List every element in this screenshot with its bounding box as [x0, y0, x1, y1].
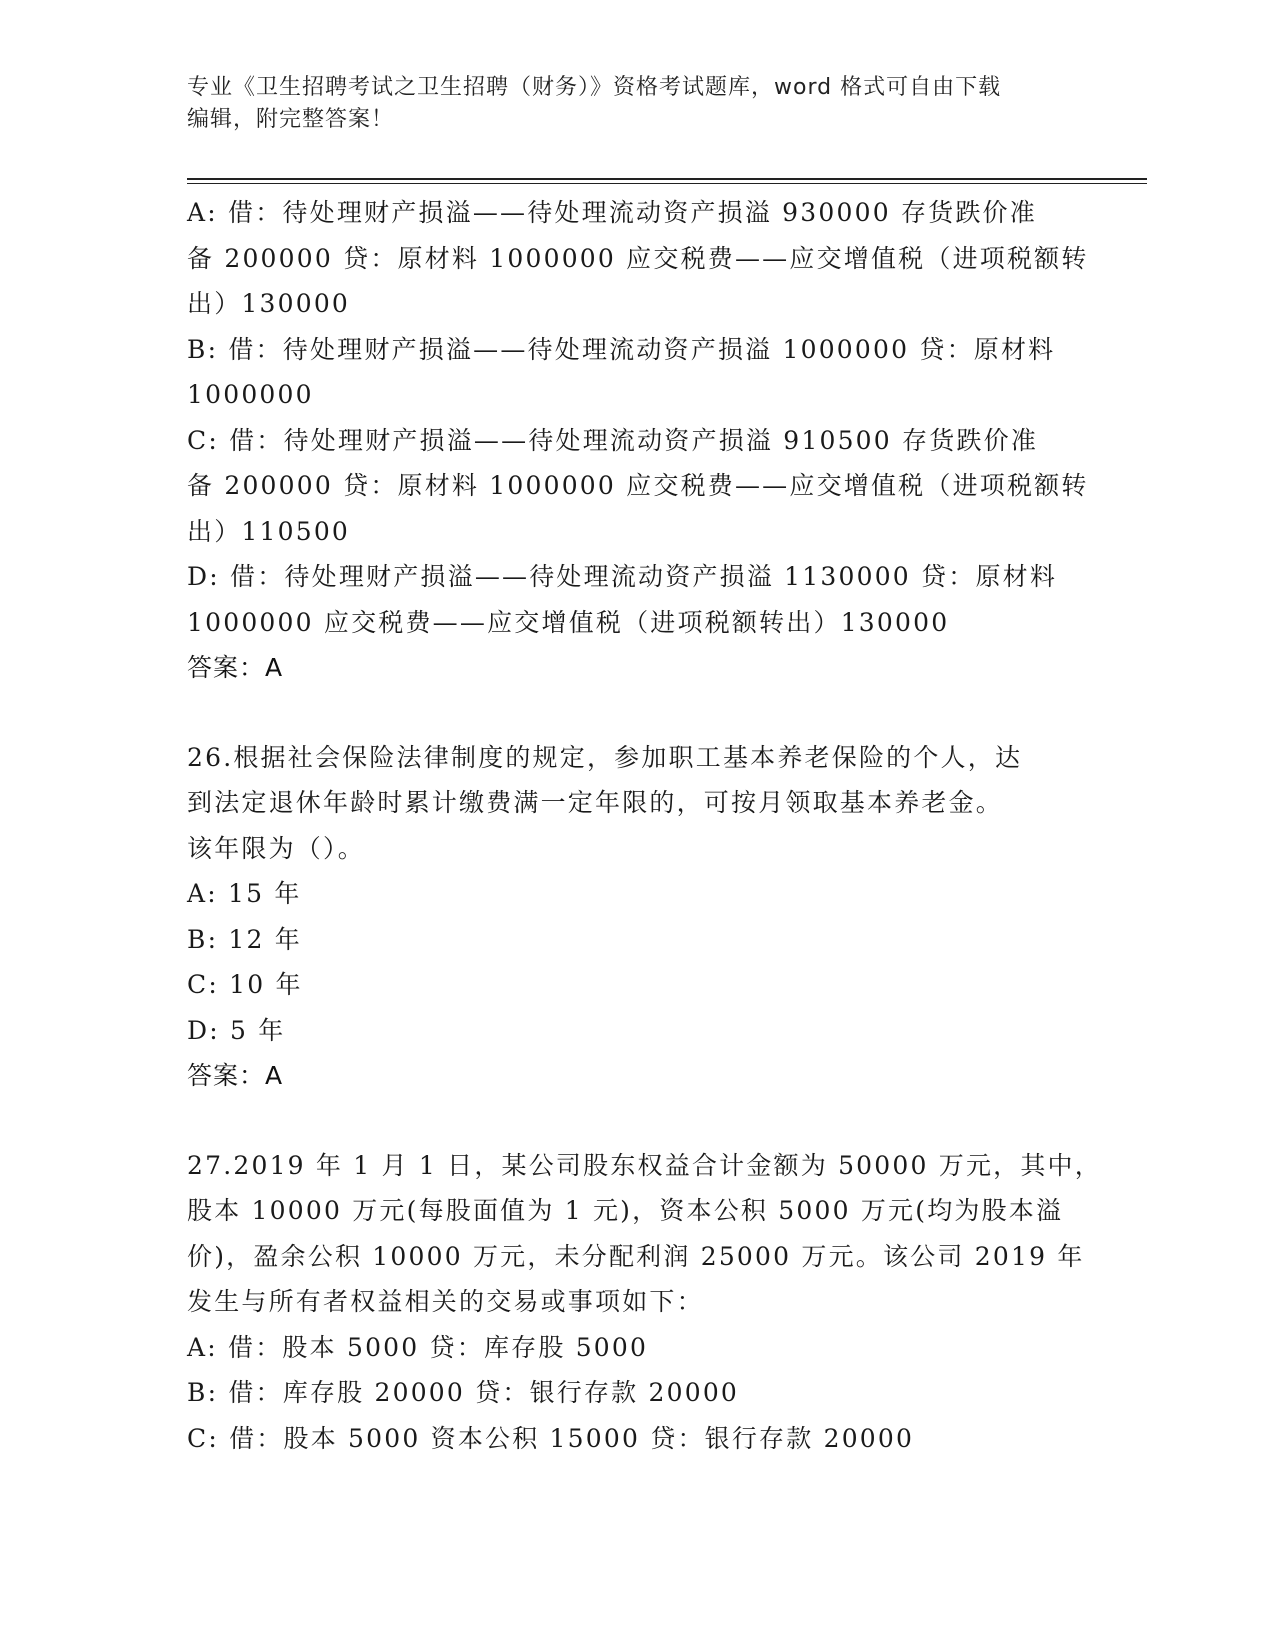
q26-option-a: A: 15 年 [187, 879, 302, 908]
q25-option-d-line-1: D: 借：待处理财产损溢——待处理流动资产损溢 1130000 贷：原材料 [187, 562, 1058, 591]
document-header [187, 72, 1067, 136]
q26-option-c: C: 10 年 [187, 970, 303, 999]
q26-stem-line-2: 到法定退休年龄时累计缴费满一定年限的，可按月领取基本养老金。 [187, 788, 1004, 817]
q27-option-a: A: 借：股本 5000 贷：库存股 5000 [187, 1332, 649, 1362]
q25-option-c-line-1: C: 借：待处理财产损溢——待处理流动资产损溢 910500 存货跌价准 [187, 425, 1039, 455]
q26-stem-line-3: 该年限为（）。 [187, 833, 365, 863]
question-26 [187, 735, 1077, 1099]
header-line-1: 专业《卫生招聘考试之卫生招聘（财务）》资格考试题库，word 格式可自由下载 [187, 75, 1002, 100]
question-25-options [187, 190, 1089, 691]
q25-option-b-line-1: B: 借：待处理财产损溢——待处理流动资产损溢 1000000 贷：原材料 [187, 334, 1056, 364]
question-27 [187, 1143, 1102, 1462]
q26-answer: 答案：A [187, 1061, 284, 1090]
q25-option-a-line-3: 出）130000 [187, 289, 351, 318]
q26-stem-line-1: 26.根据社会保险法律制度的规定，参加职工基本养老保险的个人，达 [187, 742, 1023, 772]
q25-answer: 答案：A [187, 653, 284, 682]
q27-option-b: B: 借：库存股 20000 贷：银行存款 20000 [187, 1378, 740, 1407]
q27-stem-line-2: 股本 10000 万元(每股面值为 1 元)，资本公积 5000 万元(均为股本溢 [187, 1196, 1064, 1225]
q27-stem-line-1: 27.2019 年 1 月 1 日，某公司股东权益合计金额为 50000 万元，其中， [187, 1150, 1102, 1180]
q25-option-b-line-2: 1000000 [187, 380, 314, 409]
document-body [187, 190, 1102, 1461]
header-line-2: 编辑，附完整答案！ [187, 107, 395, 132]
q27-stem-line-3: 价)，盈余公积 10000 万元，未分配利润 25000 万元。该公司 2019 年 [187, 1241, 1085, 1271]
q25-option-a-line-1: A: 借：待处理财产损溢——待处理流动资产损溢 930000 存货跌价准 [187, 198, 1037, 227]
q27-option-c: C: 借：股本 5000 资本公积 15000 贷：银行存款 20000 [187, 1423, 915, 1453]
spacer [187, 1099, 1077, 1143]
q25-option-c-line-3: 出）110500 [187, 516, 351, 546]
header-divider-thin [187, 183, 1147, 184]
q25-option-d-line-2: 1000000 应交税费——应交增值税（进项税额转出）130000 [187, 607, 950, 637]
q26-option-b: B: 12 年 [187, 924, 302, 954]
q25-option-a-line-2: 备 200000 贷：原材料 1000000 应交税费——应交增值税（进项税额转 [187, 243, 1089, 273]
spacer [187, 691, 1077, 735]
q25-option-c-line-2: 备 200000 贷：原材料 1000000 应交税费——应交增值税（进项税额转 [187, 471, 1089, 500]
header-divider-thick [187, 178, 1147, 180]
q27-stem-line-4: 发生与所有者权益相关的交易或事项如下： [187, 1287, 704, 1316]
q26-option-d: D: 5 年 [187, 1015, 286, 1045]
